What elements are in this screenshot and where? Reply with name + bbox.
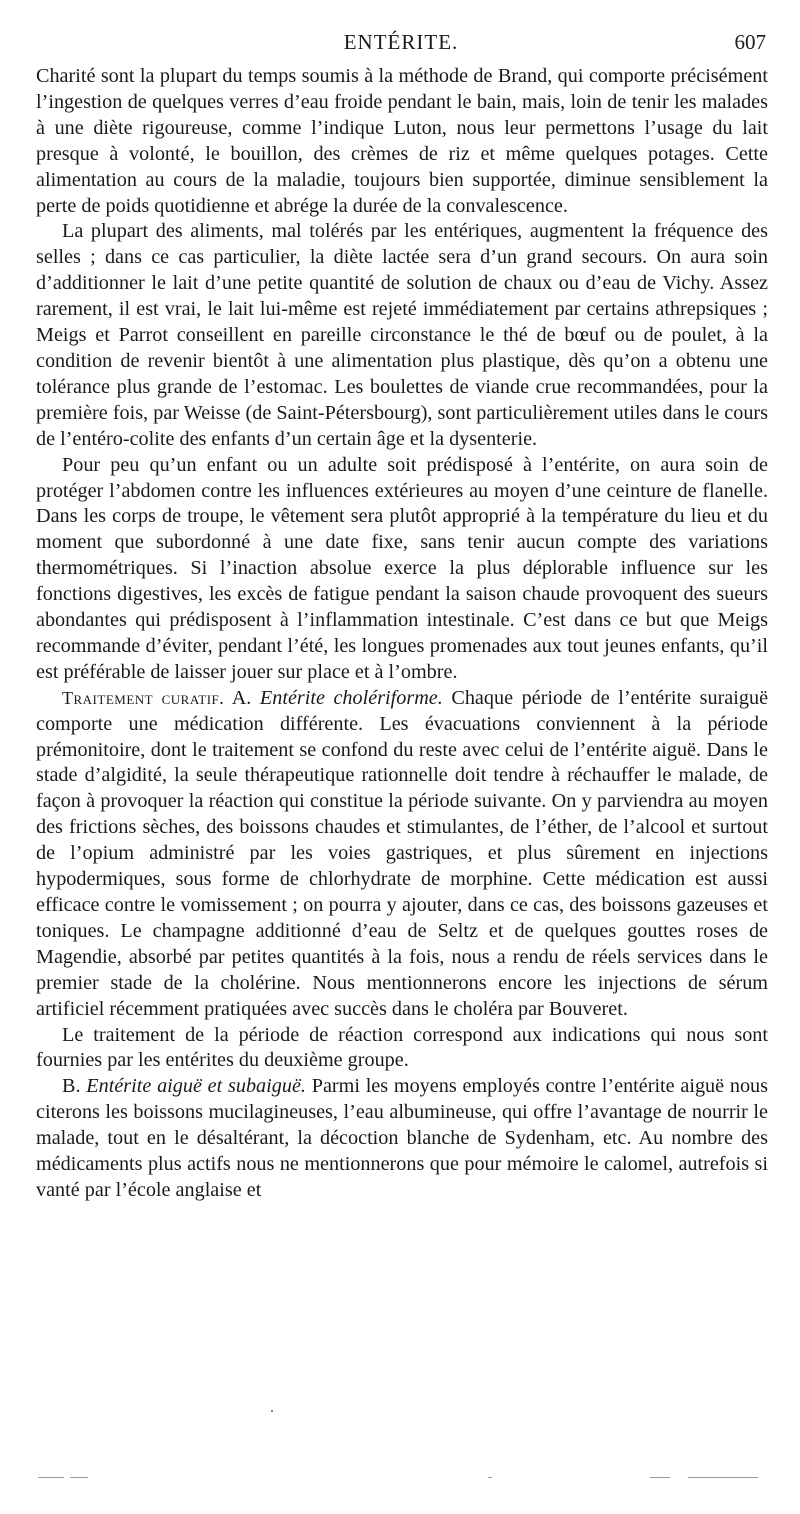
paragraph-aliments: La plupart des aliments, mal tolérés par les entériques, augmentent la fréquence des selles ; dans ce cas particulier, la diète lactée sera d’un grand secours. On aura soin d’additionner le lait d’une petite quantité de solution de chaux ou d’eau de Vichy. Assez rarement, il est vrai, le lait lui-même est rejeté immédiatement par certains athrepsiques ; Meigs et Parrot conseillent en pareille circonstance le thé de bœuf ou de poulet, à la condition de revenir bientôt à une alimentation plus plastique, dès qu’on a obtenu une tolérance plus grande de l’estomac. Les boulettes de viande crue recommandées, pour la première fois, par Weisse (de Saint-Pétersbourg), sont particulièrement utiles dans le cours de l’entéro-colite des enfants d’un certain âge et la dysenterie. bbox=[36, 220, 768, 450]
subsection-title: Entérite aiguë et subaiguë. bbox=[86, 1075, 306, 1098]
paragraph-enterite-aigue bbox=[36, 1074, 768, 1204]
subsection-title: Entérite cholériforme. bbox=[259, 686, 443, 709]
running-title: ENTÉRITE. bbox=[343, 30, 459, 54]
paragraph-continuation: Charité sont la plupart du temps soumis à la méthode de Brand, qui comporte précisément l’ingestion de quelques verres d’eau froide pendant le bain, mais, loin de tenir les malades à une diète rigoureuse, comme l’indique Luton, nous leur permettons l’usage du lait presque à volonté, le bouillon, des crèmes de riz et même quelques potages. Cette alimentation au cours de la maladie, toujours bien supportée, diminue sensiblement la perte de poids quotidienne et abrége la durée de la convalescence. bbox=[36, 65, 768, 217]
paragraph-prevention: Pour peu qu’un enfant ou un adulte soit prédisposé à l’entérite, on aura soin de protéger l’abdomen contre les influences extérieures au moyen d’une ceinture de flanelle. Dans les corps de troupe, le vêtement sera plutôt approprié à la température du lieu et du moment que subordonné à une date fixe, sans tenir aucun compte des variations thermométriques. Si l’inaction absolue exerce la plus déplorable influence sur les fonctions digestives, les excès de fatigue pendant la saison chaude provoquent des sueurs abondantes qui prédisposent à l’inflammation intestinale. C’est dans ce but que Meigs recommande d’éviter, pendant l’été, les longues promenades aux tout jeunes enfants, qu’il est préférable de laisser jouer sur place et à l’ombre. bbox=[36, 453, 768, 683]
subsection-label: A. bbox=[231, 686, 252, 709]
paragraph-traitement-curatif bbox=[36, 686, 768, 1023]
paragraph-reaction: Le traitement de la période de réaction correspond aux indications qui nous sont fournies par les entérites du deuxième groupe. bbox=[36, 1023, 768, 1072]
bottom-rule-right bbox=[650, 1477, 670, 1478]
bottom-rule-left-2 bbox=[70, 1477, 88, 1478]
bottom-rule-right-2 bbox=[688, 1477, 758, 1478]
subsection-label: B. bbox=[62, 1075, 81, 1098]
paragraph-text: Chaque période de l’entérite suraiguë comporte une médication différente. Les évacuations conviennent à la période prémonitoire, dont le traitement se confond du reste avec celui de l’entérite aiguë. Dans le stade d’algidité, la seule thérapeutique rationnelle doit tendre à réchauffer le malade, de façon à provoquer la réaction qui constitue la période suivante. On y parviendra au moyen des frictions sèches, des boissons chaudes et stimulantes, de l’éther, de l’alcool et surtout de l’opium administré par les voies gastriques, et plus sûrement en injections hypodermiques, sous forme de chlorhydrate de morphine. Cette médication est aussi efficace contre le vomissement ; on pourra y ajouter, dans ce cas, des boissons gazeuses et toniques. Le champagne additionné d’eau de Seltz et de quelques gouttes roses de Magendie, absorbé par petites quantités à la fois, nous a rendu de réels services dans le premier stade de la cholérine. Nous mentionnerons encore les injections de sérum artificiel récemment pratiquées avec succès dans le choléra par Bouveret. bbox=[36, 686, 769, 1020]
paragraph-text: Parmi les moyens employés contre l’entérite aiguë nous citerons les boissons mucilagineuses, l’eau albumineuse, qui offre l’avantage de nourrir le malade, tout en le désaltérant, la décoction blanche de Sydenham, etc. Au nombre des médicaments plus actifs nous ne mentionnerons que pour mémoire le calomel, autrefois si vanté par l’école anglaise et bbox=[36, 1075, 769, 1201]
section-heading: Traitement curatif. bbox=[62, 687, 225, 708]
body-text bbox=[36, 64, 768, 1204]
page-number: 607 bbox=[734, 30, 766, 54]
print-speck bbox=[271, 1410, 273, 1412]
bottom-rule-mid bbox=[488, 1477, 492, 1478]
running-head bbox=[36, 30, 766, 60]
bottom-rule-left bbox=[38, 1477, 64, 1478]
